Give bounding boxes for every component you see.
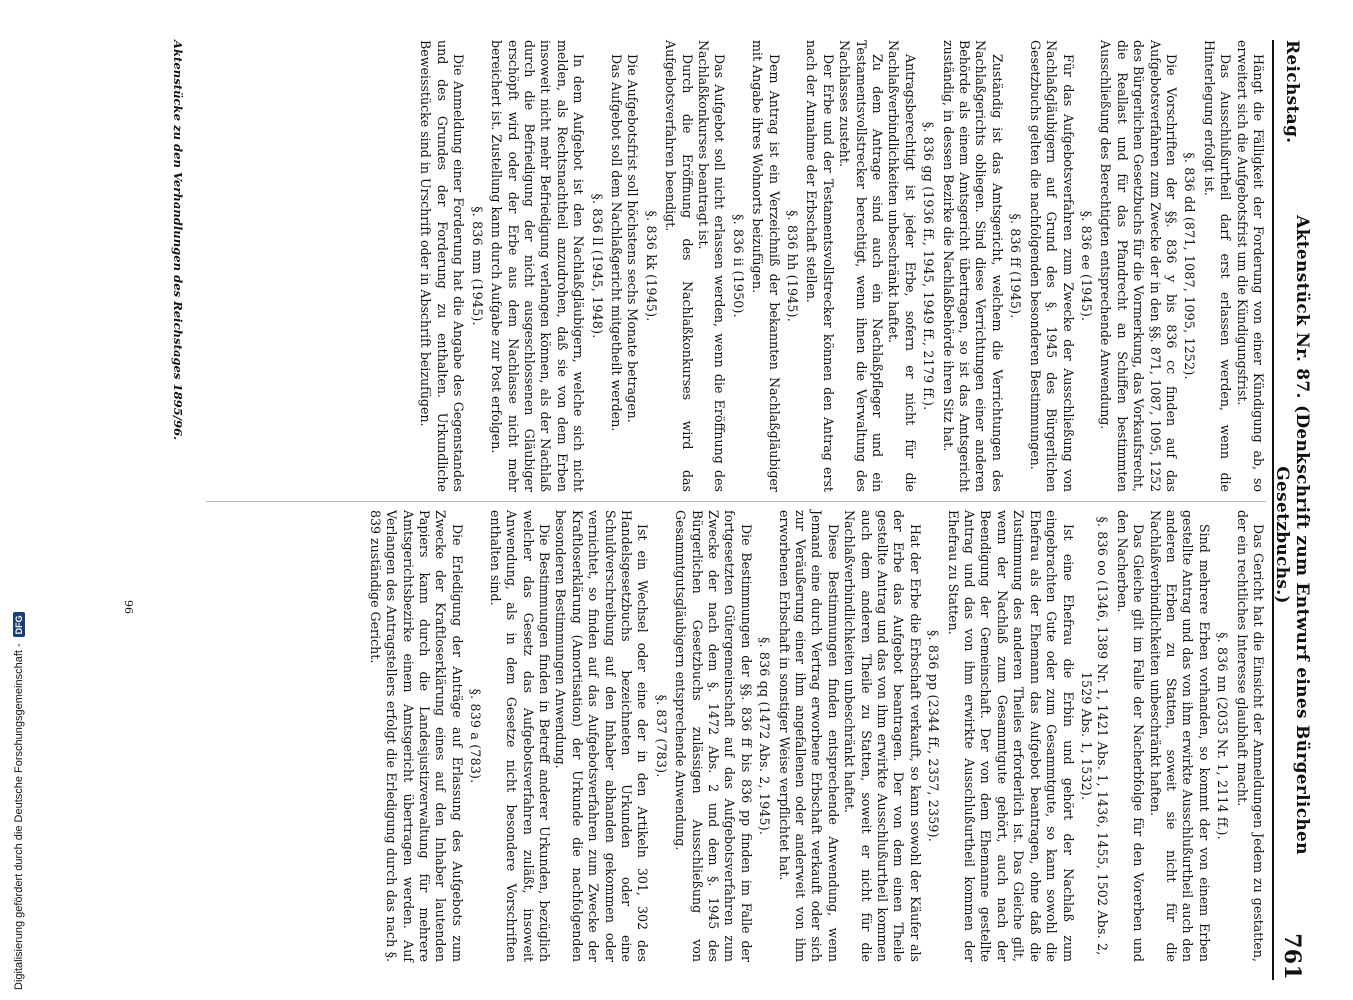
paragraph: Sind mehrere Erben vorhanden, so kommt der von einem Erben gestellte Antrag und das von ihm erwirkte Ausschlußurtheil auch den anderen Erben zu Statten, soweit sie nicht für die Nachlaßverbindlichkeiten unbeschränkt haften. (1147, 510, 1212, 962)
rotated-content (60, 40, 1310, 980)
footer-page-number: 96 (122, 600, 135, 614)
paragraph: Die Vorschriften der §§. 836 y bis 836 cc finden auf das Aufgebotsverfahren zum Zwecke der in den §§. 871, 1087, 1095, 1252 des Bürgerlichen Gesetzbuchs für die Vormerkung, das Vorkaufsrecht, die Reallast und für das Pfandrecht an Schiffen bestimmten Ausschließung des Berechtigten entsprechende Anwendung. (1098, 40, 1179, 492)
paragraph: Das Aufgebot soll dem Nachlaßgericht mitgetheilt werden. (608, 54, 624, 432)
paragraph: Zu dem Antrage sind auch ein Nachlaßpfleger und ein Testamentsvollstrecker berechtigt, wenn ihnen die Verwaltung des Nachlasses zusteht. (837, 40, 886, 492)
section-heading: §. 836 nn (2035 Nr. 1, 2114 ff.). (1215, 632, 1231, 840)
paragraph: Für das Aufgebotsverfahren zum Zwecke der Ausschließung von Nachlaßgläubigern auf Grund des §. 1945 des Bürgerlichen Gesetzbuchs gelten die nachfolgenden besonderen Bestimmungen. (1027, 40, 1076, 492)
paragraph: Zuständig ist das Amtsgericht, welchem die Verrichtungen des Nachlaßgerichts obliegen. Sind diese Verrichtungen einer anderen Behörde als einem Amtsgericht übertragen, so ist das Amtsgericht zuständig, in dessen Bezirke die Nachlaßbehörde ihren Sitz hat. (940, 40, 1005, 492)
section-heading: §. 839 a (783). (468, 688, 484, 784)
paragraph: Diese Bestimmungen finden entsprechende Anwendung, wenn Jemand eine durch Vertrag erworbene Erbschaft verkauft oder sich zur Veräußerung einer ihm angefallenen oder anderweit von ihm erworbenen Erbschaft in sonstiger Weise verpflichtet hat. (776, 510, 841, 962)
section-heading: §. 836 ee (1945). (1078, 210, 1094, 322)
digitization-credit (10, 10, 28, 990)
paragraph: Der Erbe und der Testamentsvollstrecker können den Antrag erst nach der Annahme der Erbschaft stellen. (804, 40, 836, 492)
paragraph: Hängt die Fälligkeit der Forderung von einer Kündigung ab, so erweitert sich die Aufgebotsfrist um die Kündigungsfrist. (1234, 40, 1266, 492)
section-heading: §. 836 ff (1945). (1008, 213, 1024, 319)
header-left: Reichstag. (1282, 40, 1302, 144)
paragraph: Die Erledigung der Anträge auf Erlassung des Aufgebots zum Zwecke der Kraftloserklärung eines auf den Inhaber lautenden Papiers kann durch die Landesjustizverwaltung für mehrere Amtsgerichtsbezirke einem Amtsgericht übertragen werden. Auf Verlangen des Antragstellers erfolgt die Erledigung durch das nach §. 839 zuständige Gericht. (367, 510, 465, 962)
column-left (417, 40, 1266, 492)
section-heading: §. 836 gg (1936 ff., 1945, 1949 ff., 2179 ff.). (921, 121, 937, 411)
section-heading: §. 836 mm (1945). (469, 206, 485, 326)
column-right (366, 510, 1266, 962)
section-heading: §. 837 (783). (653, 694, 669, 778)
section-heading: §. 836 oo (1346, 1389 Nr. 1, 1421 Abs. 1, 1436, 1455, 1502 Abs. 2, 1529 Abs. 1, 1532). (1078, 516, 1111, 956)
header-title: Aktenstück Nr. 87. (Denkschrift zum Entwurf eines Bürgerlichen Gesetzbuchs.) (1272, 215, 1312, 855)
paragraph: Das Ausschlußurtheil darf erst erlassen werden, wenn die Hinterlegung erfolgt ist. (1201, 40, 1234, 492)
section-heading: §. 836 qq (1472 Abs. 2, 1945). (757, 636, 773, 836)
paragraph: Antragsberechtigt ist jeder Erbe, sofern er nicht für die Nachlaßverbindlichkeiten unbeschränkt haftet. (886, 40, 918, 492)
paragraph: In dem Aufgebot ist den Nachlaßgläubigern, welche sich nicht melden, als Rechtsnachtheil anzudrohen, daß sie von dem Erben insoweit nicht mehr Befriedigung verlangen können, als der Nachlaß durch die Befriedigung der nicht ausgeschlossenen Gläubiger erschöpft wird oder der Erbe aus dem Nachlasse nicht mehr bereichert ist. Zustellung kann durch Aufgabe zur Post erfolgen. (489, 40, 587, 492)
paragraph: Ist eine Ehefrau die Erbin und gehört der Nachlaß zum eingebrachten Gute oder zum Gesammtgute, so kann sowohl die Ehefrau als der Ehemann das Aufgebot beantragen, ohne daß die Zustimmung des anderen Theiles erforderlich ist. Das Gleiche gilt, wenn der Nachlaß zum Gesammtgute gehört, auch nach der Beendigung der Gemeinschaft. Der von dem Ehemanne gestellte Antrag und das von ihm erwirkte Ausschlußurtheil kommen der Ehefrau zu Statten. (945, 510, 1076, 962)
paragraph: Ist ein Wechsel oder eine der in den Artikeln 301, 302 des Handelsgesetzbuchs bezeichneten Urkunden oder eine Schuldverschreibung auf den Inhaber abhanden gekommen oder vernichtet, so finden auf das Aufgebotsverfahren zum Zwecke der Kraftloserklärung (Amortisation) der Urkunde die nachfolgenden besonderen Bestimmungen Anwendung. (553, 510, 651, 962)
section-heading: §. 836 ii (1950). (730, 214, 746, 318)
section-heading: §. 836 pp (2344 ff., 2357, 2359). (926, 630, 942, 842)
header-page-number: 761 (1279, 933, 1305, 980)
paragraph: Die Anmeldung einer Forderung hat die Angabe des Gegenstandes und des Grundes der Forderung zu enthalten. Urkundliche Beweisstücke sind in Urschrift oder in Abschrift beizufügen. (418, 40, 467, 492)
paragraph: Durch die Eröffnung des Nachlaßkonkurses wird das Aufgebotsverfahren beendigt. (663, 40, 695, 492)
paragraph: Das Aufgebot soll nicht erlassen werden, wenn die Eröffnung des Nachlaßkonkurses beantragt ist. (696, 40, 728, 492)
section-heading: §. 836 ll (1945, 1948). (589, 193, 605, 339)
dfg-logo: DFG (13, 612, 25, 637)
section-heading: §. 836 dd (871, 1087, 1095, 1252). (1182, 152, 1198, 380)
paragraph: Das Gleiche gilt im Falle der Nacherbfolge für den Vorerben und den Nacherben. (1114, 510, 1147, 962)
paragraph: Hat der Erbe die Erbschaft verkauft, so kann sowohl der Käufer als der Erbe das Aufgebot beantragen. Der von dem einen Theile gestellte Antrag und das von ihm erwirkte Ausschlußurtheil kommen auch dem anderen Theile zu Statten, soweit er nicht für die Nachlaßverbindlichkeiten unbeschränkt haftet. (842, 510, 923, 962)
paragraph: Die Bestimmungen finden in Betreff anderer Urkunden, bezüglich welcher das Gesetz das Aufgebotsverfahren zuläßt, insoweit Anwendung, als in dem Gesetze nicht besondere Vorschriften enthalten sind. (487, 510, 552, 962)
paragraph: Die Bestimmungen der §§. 836 ff bis 836 pp finden im Falle der fortgesetzten Gütergemeinschaft auf das Aufgebotsverfahren zum Zwecke der nach dem §. 1472 Abs. 2 und dem §. 1945 des Bürgerlichen Gesetzbuchs zulässigen Ausschließung von Gesammtgutsgläubigern entsprechende Anwendung. (673, 510, 754, 962)
page-header (1272, 40, 1310, 980)
credit-text: Digitalisierung gefördert durch die Deutsche Forschungsgemeinschaft - (13, 643, 25, 990)
paragraph: Das Gericht hat die Einsicht der Anmeldungen Jedem zu gestatten, der ein rechtliches Interesse glaubhaft macht. (1234, 510, 1266, 962)
footer-note: Aktenstücke zu den Verhandlungen des Reichstages 1895/96. (171, 40, 185, 441)
column-divider (206, 501, 1266, 502)
section-heading: §. 836 hh (1945). (785, 210, 801, 322)
paragraph: Dem Antrag ist ein Verzeichniß der bekannten Nachlaßgläubiger mit Angabe ihres Wohnorts beizufügen. (750, 40, 782, 492)
paragraph: Die Aufgebotsfrist soll höchstens sechs Monate betragen. (625, 54, 641, 423)
section-heading: §. 836 kk (1945). (643, 210, 659, 322)
